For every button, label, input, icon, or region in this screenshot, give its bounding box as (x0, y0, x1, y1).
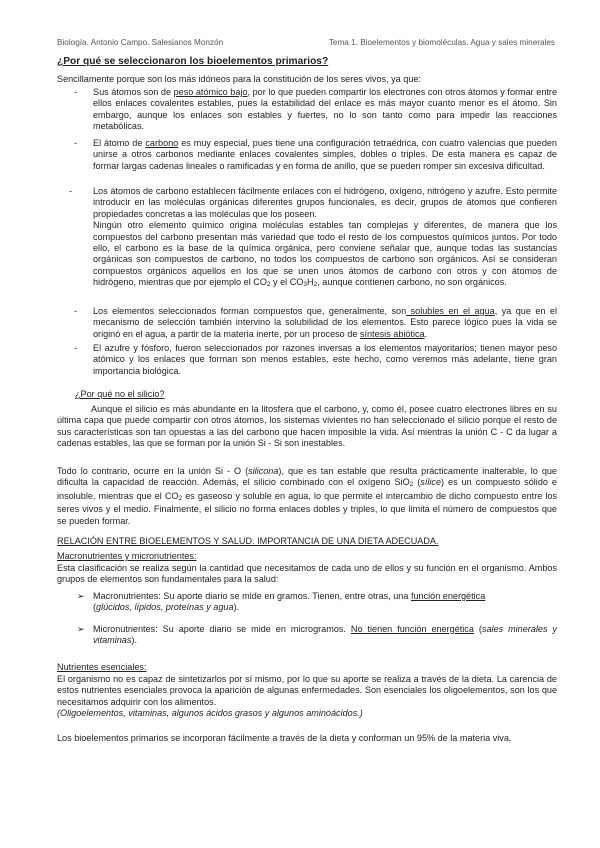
arrow-bullet-icon: ➢ (77, 591, 85, 601)
bullet-dash: - (74, 138, 78, 148)
header-left: Biología. Antonio Campo. Salesianos Monzón (57, 38, 224, 47)
bullet-peso-atomico: - Sus átomos son de peso atómico bajo, por lo que pueden compartir los electrones con otros átomos y formar entre ellos enlaces covalentes estables, pues la estabilidad del enlace es más mayor cuanto menor es el átomo. Sin embargo, aunque los enlaces son estables y fuertes, no lo son tanto como para impedir las reacciones metabólicas. (74, 87, 557, 132)
bullet-azufre-fosforo: - El azufre y fósforo, fueron seleccionados por razones inversas a los elementos mayoritarios; tienen mayor peso atómico y los enlaces que forman son menos estables, este hecho, como veremos más adelante, tiene gran importancia biológica. (74, 343, 557, 376)
bullet-dash: - (74, 306, 78, 316)
bullet-carbono: - El átomo de carbono es muy especial, pues tiene una configuración tetraédrica, con cuatro valencias que pueden unirse a otros carbonos mediante enlaces covalentes simples, dobles o triples. De esta manera es capaz de formar largas cadenas lineales o ramificadas y en forma de anillo, que se pueden romper sin excesiva dificultad. (74, 138, 557, 171)
section-title-bioelementos: ¿Por qué se seleccionaron los bioelementos primarios? (57, 56, 329, 67)
nutrientes-paragraph: El organismo no es capaz de sintetizarlos por sí mismo, por lo que su aporte se realiza a través de la dieta. La carencia de estos nutrientes esenciales provoca la aparición de algunas enfermedades. Son esenciales los oligoelementos, son los que necesitamos adquirir con los alimentos. (Oligoelementos, vitaminas, algunos ácidos grasos y algunos aminoácidos.) (57, 674, 557, 719)
header-right: Tema 1. Bioelementos y biomoléculas. Agua y sales minerales (328, 38, 555, 47)
subtitle-nutrientes-esenciales: Nutrientes esenciales: (57, 662, 147, 672)
bullet-dash: - (69, 186, 73, 196)
clasificacion-paragraph: Esta clasificación se realiza según la cantidad que necesitamos de cada uno de ellos y su función en el organismo. Ambos grupos de elementos son fundamentales para la salud: (57, 563, 557, 585)
section-title-silicio: ¿Por qué no el silicio? (75, 389, 165, 399)
subtitle-macro-micro: Macronutrientes y micronutrientes: (57, 551, 197, 561)
bullet-dash: - (74, 343, 78, 353)
arrow-bullet-icon: ➢ (77, 624, 85, 634)
bioelementos-dieta-paragraph: Los bioelementos primarios se incorporan fácilmente a través de la dieta y conforman un 95% de la materia viva. (57, 733, 512, 743)
bullet-enlaces-carbono: - Los átomos de carbono establecen fácilmente enlaces con el hidrógeno, oxígeno, nitrógeno y azufre. Esto permite introducir en las moléculas orgánicas diferentes grupos funcionales, es decir, grupos de átomos que confieren propiedades concretas a las moléculas que los poseen. Ningún otro elemento químico origina moléculas estables tan complejas y diferentes, de manera que los compuestos del carbono presentan más variedad que todo el resto de los compuestos químicos juntos. Por todo ello, el carbono es la base de la química orgánica, pero conviene señalar que, aunque todas las sustancias orgánicas son compuestos de carbono, no todos los compuestos de carbono son orgánicos. Así se consideran compuestos orgánicos aquellos en los que se unen unos átomos de carbono con otros y con átomos de hidrógeno, mientras que por ejemplo el CO2 y el CO3H2, aunque contienen carbono, no son orgánicos. (69, 186, 557, 289)
intro-paragraph: Sencillamente porque son los más idóneos para la constitución de los seres vivos, ya que: (57, 74, 421, 84)
arrow-item-micronutrientes: ➢ Micronutrientes: Su aporte diario se mide en microgramos. No tienen función energética (sales minerales y vitaminas). (77, 624, 557, 646)
section-title-salud: RELACIÓN ENTRE BIOELEMENTOS Y SALUD. IMPORTANCIA DE UNA DIETA ADECUADA. (57, 536, 439, 546)
silicio-paragraph-1: Aunque el silicio es más abundante en la litosfera que el carbono, y, como él, posee cuatro electrones libres en su última capa que puede compartir con otros átomos, los sistemas vivientes no han seleccionado el silicio porque el resto de sus características son tan opuestas a las del carbono que hacen imposible la vida. Así mientras la unión C - C da lugar a cadenas estables, las que se forman por la unión Si - Si son inestables. (57, 404, 557, 449)
page-header (57, 37, 555, 48)
arrow-item-macronutrientes: ➢ Macronutrientes: Su aporte diario se mide en gramos. Tienen, entre otras, una función energética (glúcidos, lípidos, proteínas y agua). (77, 591, 486, 613)
silicio-paragraph-2: Todo lo contrario, ocurre en la unión Si - O (silicona), que es tan estable que resulta prácticamente inalterable, lo que dificulta la capacidad de reacción. Además, el silicio combinado con el oxígeno SiO2 (sílice) es un compuesto sólido e insoluble, mientras que el CO2 es gaseoso y soluble en agua, lo que permite el intercambio de dicho compuesto entre los seres vivos y el medio. Finalmente, el silicio no forma enlaces dobles y triples, lo que limita el número de compuestos que se pueden formar. (57, 466, 557, 526)
bullet-solubles: - Los elementos seleccionados forman compuestos que, generalmente, son solubles en el agua, ya que en el mecanismo de selección también intervino la solubilidad de los elementos. Esto parece lógico pues la vida se originó en el agua, a partir de la materia inerte, por un proceso de síntesis abiótica. (74, 306, 557, 339)
bullet-dash: - (74, 87, 78, 97)
